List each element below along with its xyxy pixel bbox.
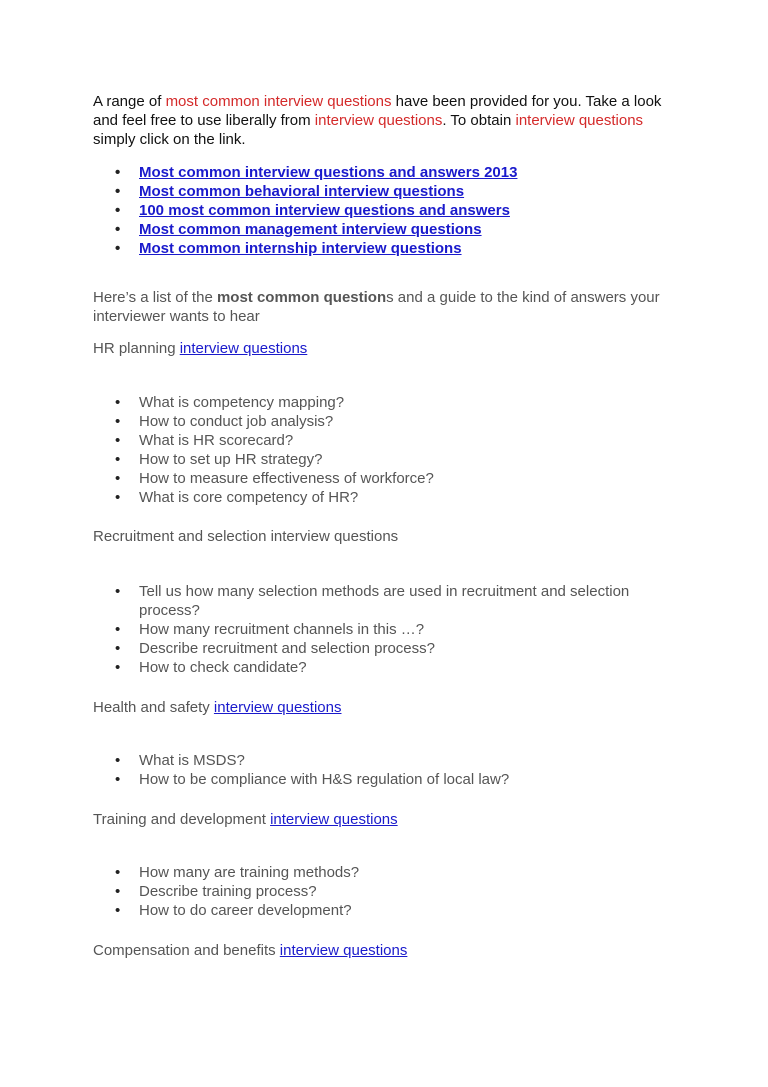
list-item: • What is MSDS? (93, 751, 639, 770)
link[interactable]: 100 most common interview questions and answers (139, 202, 510, 219)
section-heading (93, 810, 673, 829)
list-item: • How to set up HR strategy? (93, 450, 639, 469)
text: s and a guide to the kind of answers your interviewer wants to hear (93, 289, 660, 325)
list-item: • How to be compliance with H&S regulation of local law? (93, 770, 639, 789)
section-heading (93, 527, 673, 546)
section-heading (93, 698, 673, 717)
link[interactable]: interview questions (270, 811, 398, 828)
link[interactable]: interview questions (179, 340, 308, 357)
list-item: • Describe training process? (93, 882, 639, 901)
list-item (93, 182, 673, 201)
list-item (93, 220, 673, 239)
list-item: • How to conduct job analysis? (93, 412, 639, 431)
text: . To obtain (442, 112, 516, 129)
text: A range of (93, 93, 166, 110)
link[interactable]: Most common interview questions and answers 2013 (139, 164, 518, 181)
link[interactable]: Most common internship interview questions (139, 240, 462, 257)
list-item (93, 163, 673, 182)
list-item: • Describe recruitment and selection process? (93, 639, 639, 658)
heading-text: Training and development (93, 811, 271, 828)
highlight: interview questions (515, 112, 644, 129)
intro-paragraph (93, 92, 673, 149)
heading-text: Health and safety (93, 699, 214, 716)
list-item: • How many are training methods? (93, 863, 639, 882)
list-item: • Tell us how many selection methods are used in recruitment and selection process? (93, 582, 639, 620)
heading-text: Compensation and benefits (93, 942, 280, 959)
list-item: • How to do career development? (93, 901, 639, 920)
highlight: interview questions (314, 112, 443, 129)
text: simply click on the link. (93, 131, 246, 148)
question-list (93, 582, 673, 677)
list-item: • How to measure effectiveness of workforce? (93, 469, 639, 488)
text: have been provided for you. Take a look and feel free to use liberally from (93, 93, 662, 129)
question-list (93, 751, 673, 789)
section-heading (93, 941, 673, 960)
list-item: • What is HR scorecard? (93, 431, 639, 450)
link[interactable]: Most common behavioral interview questions (139, 183, 465, 200)
list-item: • What is core competency of HR? (93, 488, 639, 507)
list-item: • How to check candidate? (93, 658, 639, 677)
link-list (93, 163, 673, 258)
section-heading (93, 339, 673, 358)
heading-text: Recruitment and selection interview questions (93, 528, 399, 545)
list-item (93, 201, 673, 220)
highlight: most common interview questions (165, 93, 392, 110)
text: Here’s a list of the (93, 289, 217, 306)
question-list (93, 393, 673, 507)
list-item: • How many recruitment channels in this …? (93, 620, 639, 639)
question-list (93, 863, 673, 920)
heading-text: HR planning (93, 340, 180, 357)
link[interactable]: interview questions (213, 699, 342, 716)
link[interactable]: Most common management interview questions (139, 221, 482, 238)
list-item: • What is competency mapping? (93, 393, 639, 412)
link[interactable]: interview questions (279, 942, 408, 959)
list-item (93, 239, 673, 258)
bold-text: most common question (216, 289, 387, 306)
guide-paragraph (93, 288, 673, 326)
